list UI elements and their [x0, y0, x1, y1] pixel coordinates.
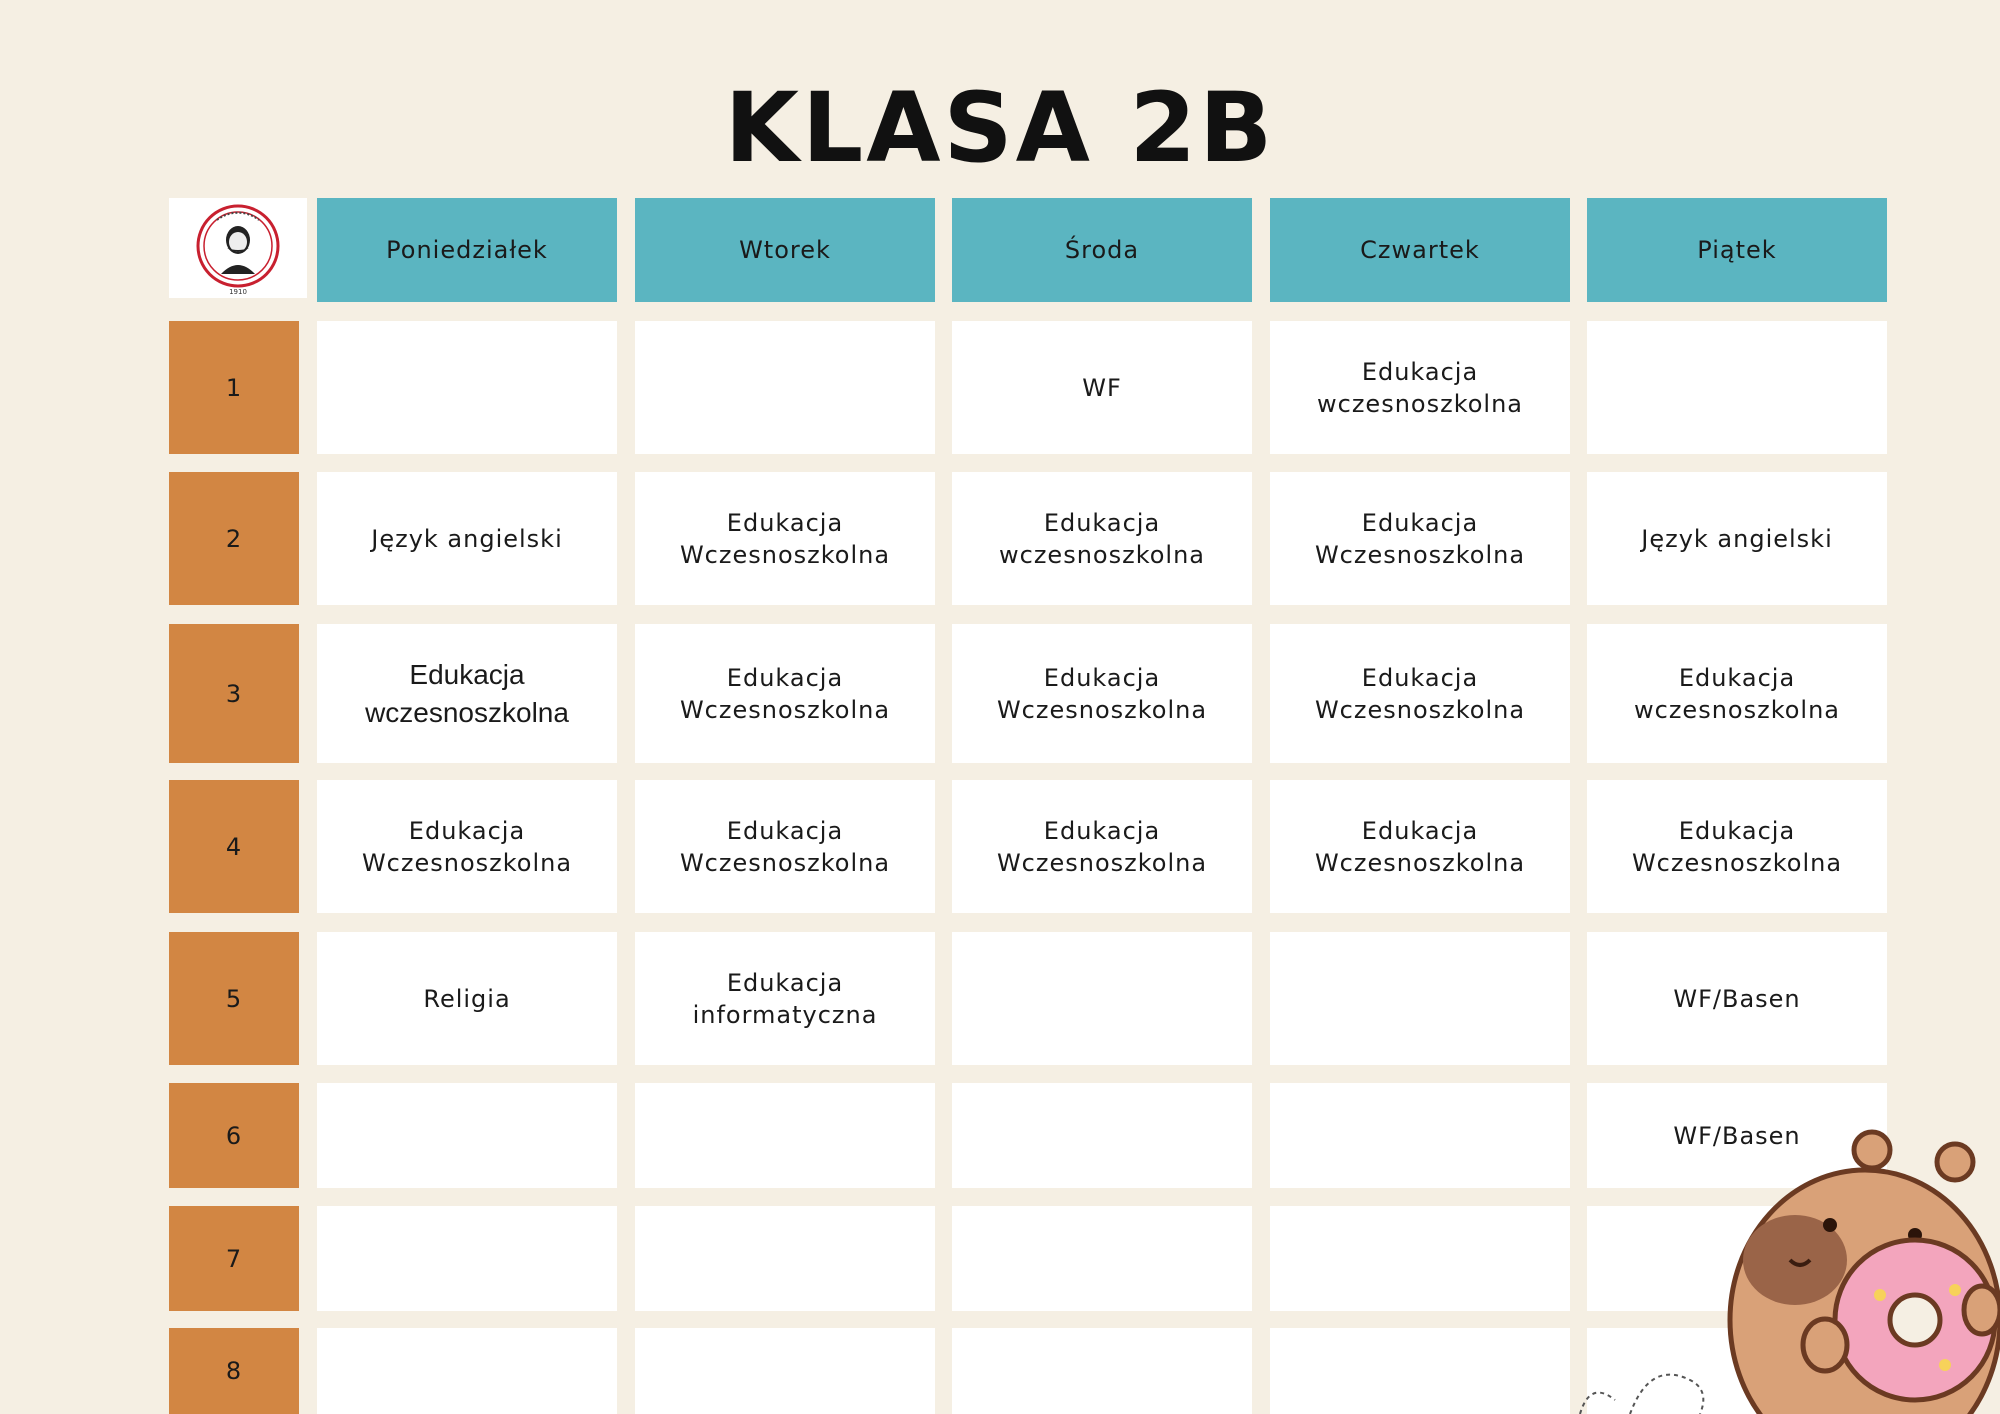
- lesson-cell-text: Edukacja wczesnoszkolna: [1317, 357, 1523, 418]
- lesson-cell-text: Edukacja Wczesnoszkolna: [1314, 816, 1526, 877]
- lesson-cell: [317, 321, 617, 454]
- capybara-donut-icon: [1560, 1120, 2000, 1414]
- lesson-cell: [1270, 1328, 1570, 1414]
- lesson-cell: [1587, 321, 1887, 454]
- lesson-cell: [952, 624, 1252, 763]
- day-header: [317, 198, 617, 302]
- lesson-cell: [317, 1328, 617, 1414]
- lesson-number-text: 4: [225, 832, 243, 861]
- lesson-number-text: 5: [225, 984, 243, 1013]
- lesson-number-text: 1: [225, 373, 243, 402]
- day-header: [952, 198, 1252, 302]
- lesson-cell-text: Edukacja wczesnoszkolna: [365, 658, 569, 728]
- day-header: [1270, 198, 1570, 302]
- lesson-cell: [635, 780, 935, 913]
- lesson-cell: [317, 472, 617, 605]
- lesson-cell: [1587, 780, 1887, 913]
- lesson-cell-text: WF: [1082, 373, 1122, 402]
- lesson-number-text: 7: [225, 1244, 243, 1273]
- school-logo: [169, 198, 307, 298]
- day-header-text: Czwartek: [1360, 236, 1480, 264]
- school-emblem-icon: [169, 198, 307, 298]
- lesson-cell-text: Język angielski: [1641, 524, 1833, 553]
- lesson-cell: [1587, 932, 1887, 1065]
- logo-year: 1910: [229, 288, 247, 296]
- lesson-cell: [1270, 780, 1570, 913]
- lesson-cell: [635, 932, 935, 1065]
- lesson-cell-text: Edukacja Wczesnoszkolna: [996, 816, 1208, 877]
- lesson-cell: [952, 1083, 1252, 1188]
- lesson-cell-text: Edukacja Wczesnoszkolna: [1314, 663, 1526, 724]
- lesson-cell: [635, 1328, 935, 1414]
- lesson-number-text: 8: [225, 1357, 243, 1385]
- lesson-cell: [952, 1328, 1252, 1414]
- lesson-number-text: 2: [225, 524, 243, 553]
- lesson-cell: [952, 932, 1252, 1065]
- lesson-cell-text: Edukacja wczesnoszkolna: [999, 508, 1205, 569]
- lesson-cell-text: Edukacja Wczesnoszkolna: [1631, 816, 1843, 877]
- lesson-cell: [1270, 1206, 1570, 1311]
- lesson-number: [169, 1083, 299, 1188]
- lesson-cell: [317, 624, 617, 763]
- lesson-cell: [635, 321, 935, 454]
- lesson-cell: [1270, 1083, 1570, 1188]
- lesson-cell: [952, 780, 1252, 913]
- lesson-cell: [635, 1206, 935, 1311]
- lesson-cell-text: Edukacja wczesnoszkolna: [1634, 663, 1840, 724]
- lesson-cell-text: Edukacja Wczesnoszkolna: [679, 816, 891, 877]
- lesson-number: [169, 780, 299, 913]
- lesson-cell: [635, 624, 935, 763]
- day-header-text: Poniedziałek: [386, 236, 548, 264]
- lesson-number: [169, 1328, 299, 1414]
- lesson-cell-text: Edukacja Wczesnoszkolna: [679, 508, 891, 569]
- lesson-cell: [317, 1083, 617, 1188]
- lesson-number: [169, 1206, 299, 1311]
- lesson-number: [169, 932, 299, 1065]
- lesson-cell-text: WF/Basen: [1673, 984, 1801, 1013]
- lesson-cell: [1587, 624, 1887, 763]
- lesson-cell: [317, 780, 617, 913]
- lesson-cell: [1270, 932, 1570, 1065]
- day-header: [1587, 198, 1887, 302]
- lesson-cell-text: Język angielski: [371, 524, 563, 553]
- lesson-number: [169, 472, 299, 605]
- lesson-cell-text: Edukacja Wczesnoszkolna: [361, 816, 573, 877]
- lesson-number: [169, 624, 299, 763]
- page-title: KLASA 2B: [724, 72, 1276, 184]
- lesson-cell: [952, 321, 1252, 454]
- lesson-cell: [317, 932, 617, 1065]
- lesson-cell-text: Edukacja Wczesnoszkolna: [996, 663, 1208, 724]
- day-header-text: Piątek: [1697, 236, 1777, 264]
- lesson-cell: [952, 472, 1252, 605]
- lesson-number: [169, 321, 299, 454]
- lesson-cell: [635, 472, 935, 605]
- lesson-cell: [317, 1206, 617, 1311]
- lesson-cell-text: Edukacja Wczesnoszkolna: [1314, 508, 1526, 569]
- lesson-cell: [635, 1083, 935, 1188]
- lesson-number-text: 3: [225, 679, 243, 708]
- lesson-cell: [952, 1206, 1252, 1311]
- day-header-text: Wtorek: [739, 236, 831, 264]
- day-header: [635, 198, 935, 302]
- day-header-text: Środa: [1064, 236, 1140, 264]
- lesson-cell-text: Edukacja informatyczna: [692, 968, 878, 1029]
- lesson-cell: [1270, 321, 1570, 454]
- lesson-cell-text: WF/Basen: [1673, 1121, 1801, 1150]
- lesson-cell-text: Edukacja Wczesnoszkolna: [679, 663, 891, 724]
- lesson-cell: [1270, 472, 1570, 605]
- lesson-cell: [1587, 472, 1887, 605]
- lesson-number-text: 6: [225, 1121, 243, 1150]
- lesson-cell-text: Religia: [423, 984, 511, 1013]
- lesson-cell: [1270, 624, 1570, 763]
